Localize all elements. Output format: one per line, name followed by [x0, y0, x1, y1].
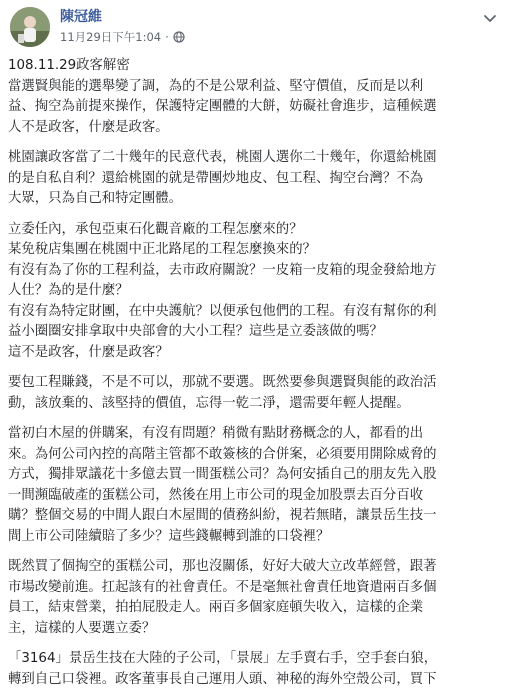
paragraph [8, 424, 504, 547]
post-text-line: 當初白木屋的併購案，有沒有問題？稍微有點財務概念的人，都看的出 [8, 424, 504, 445]
post-text-line: 益小圈圈安排拿取中央部會的大小工程？這些是立委該做的嗎？ [8, 322, 504, 343]
post-text-line: 員工，結束營業，拍拍屁股走人。兩百多個家庭頓失收入，這樣的企業 [8, 598, 504, 619]
post-text-line: 轉到自己口袋裡。政客董事長自己運用人頭、神秘的海外空殼公司，買下 [8, 670, 504, 690]
post-text-line: 「3164」景岳生技在大陸的子公司，「景展」左手賣右手，空手套白狼， [8, 649, 504, 670]
paragraph [8, 148, 504, 210]
post-text-line: 這不是政客，什麼是政客？ [8, 343, 504, 364]
paragraph [8, 56, 504, 138]
post-text-line: 立委任內，承包亞東石化觀音廠的工程怎麼來的？ [8, 220, 504, 241]
chevron-down-icon[interactable] [482, 10, 498, 26]
avatar-photo [10, 7, 50, 47]
post-text-line: 來。為何公司內控的高階主管都不敢簽核的合併案，必須要用開除威脅的 [8, 445, 504, 466]
post-text-line: 人仕？為的是什麼？ [8, 281, 504, 302]
author-avatar[interactable] [10, 7, 50, 47]
paragraph [8, 373, 504, 414]
post-text-line: 要包工程賺錢，不是不可以，那就不要選。既然要參與選賢與能的政治活 [8, 373, 504, 394]
post-text-line: 大眾，只為自己和特定團體。 [8, 189, 504, 210]
post-timestamp[interactable]: 11月29日下午1:04 [60, 29, 161, 45]
paragraph [8, 649, 504, 690]
globe-icon[interactable] [173, 31, 185, 43]
post-text-line: 間上市公司陸續賠了多少？這些錢輾轉到誰的口袋裡？ [8, 527, 504, 548]
post-text-line: 某免稅店集團在桃園中正北路尾的工程怎麼換來的？ [8, 240, 504, 261]
post-text-line: 有沒有為了你的工程利益，去市政府關說？一皮箱一皮箱的現金發給地方 [8, 261, 504, 282]
post-body [8, 56, 504, 690]
post-text-line: 桃園讓政客當了二十幾年的民意代表，桃園人選你二十幾年，你還給桃園 [8, 148, 504, 169]
post-text-line: 108.11.29政客解密 [8, 56, 504, 77]
post-text-line: 動，該放棄的、該堅持的價值，忘得一乾二淨，還需要年輕人提醒。 [8, 394, 504, 415]
post-text-line: 有沒有為特定財團，在中央護航？以便承包他們的工程。有沒有幫你的利 [8, 302, 504, 323]
post-text-line: 人不是政客，什麼是政客。 [8, 118, 504, 139]
post-text-line: 方式，獨排眾議花十多億去買一間蛋糕公司？為何安插自己的朋友先入股 [8, 465, 504, 486]
meta-separator: · [165, 29, 169, 45]
paragraph [8, 557, 504, 639]
post-text-line: 一間瀕臨破產的蛋糕公司，然後在用上市公司的現金加股票去百分百收 [8, 486, 504, 507]
post-text-line: 市場改變前進。扛起該有的社會責任。不是毫無社會責任地資遣兩百多個 [8, 578, 504, 599]
post-text-line: 購？整個交易的中間人跟白木屋間的債務糾紛，視若無睹，讓景岳生技一 [8, 506, 504, 527]
post-header [0, 0, 508, 52]
post-text-line: 主，這樣的人要選立委？ [8, 619, 504, 640]
post-text-line: 既然買了個掏空的蛋糕公司，那也沒關係，好好大破大立改革經營，跟著 [8, 557, 504, 578]
post-text-line: 當選賢與能的選舉變了調，為的不是公眾利益、堅守價值，反而是以利 [8, 77, 504, 98]
post-text-line: 益、掏空為前提來操作，保護特定團體的大餅，妨礙社會進步，這種候選 [8, 97, 504, 118]
paragraph [8, 220, 504, 364]
post-text-line: 的是自私自利？還給桃園的就是帶團炒地皮、包工程、掏空台灣？不為 [8, 169, 504, 190]
author-name[interactable]: 陳冠維 [60, 8, 102, 26]
post-meta [60, 29, 185, 45]
